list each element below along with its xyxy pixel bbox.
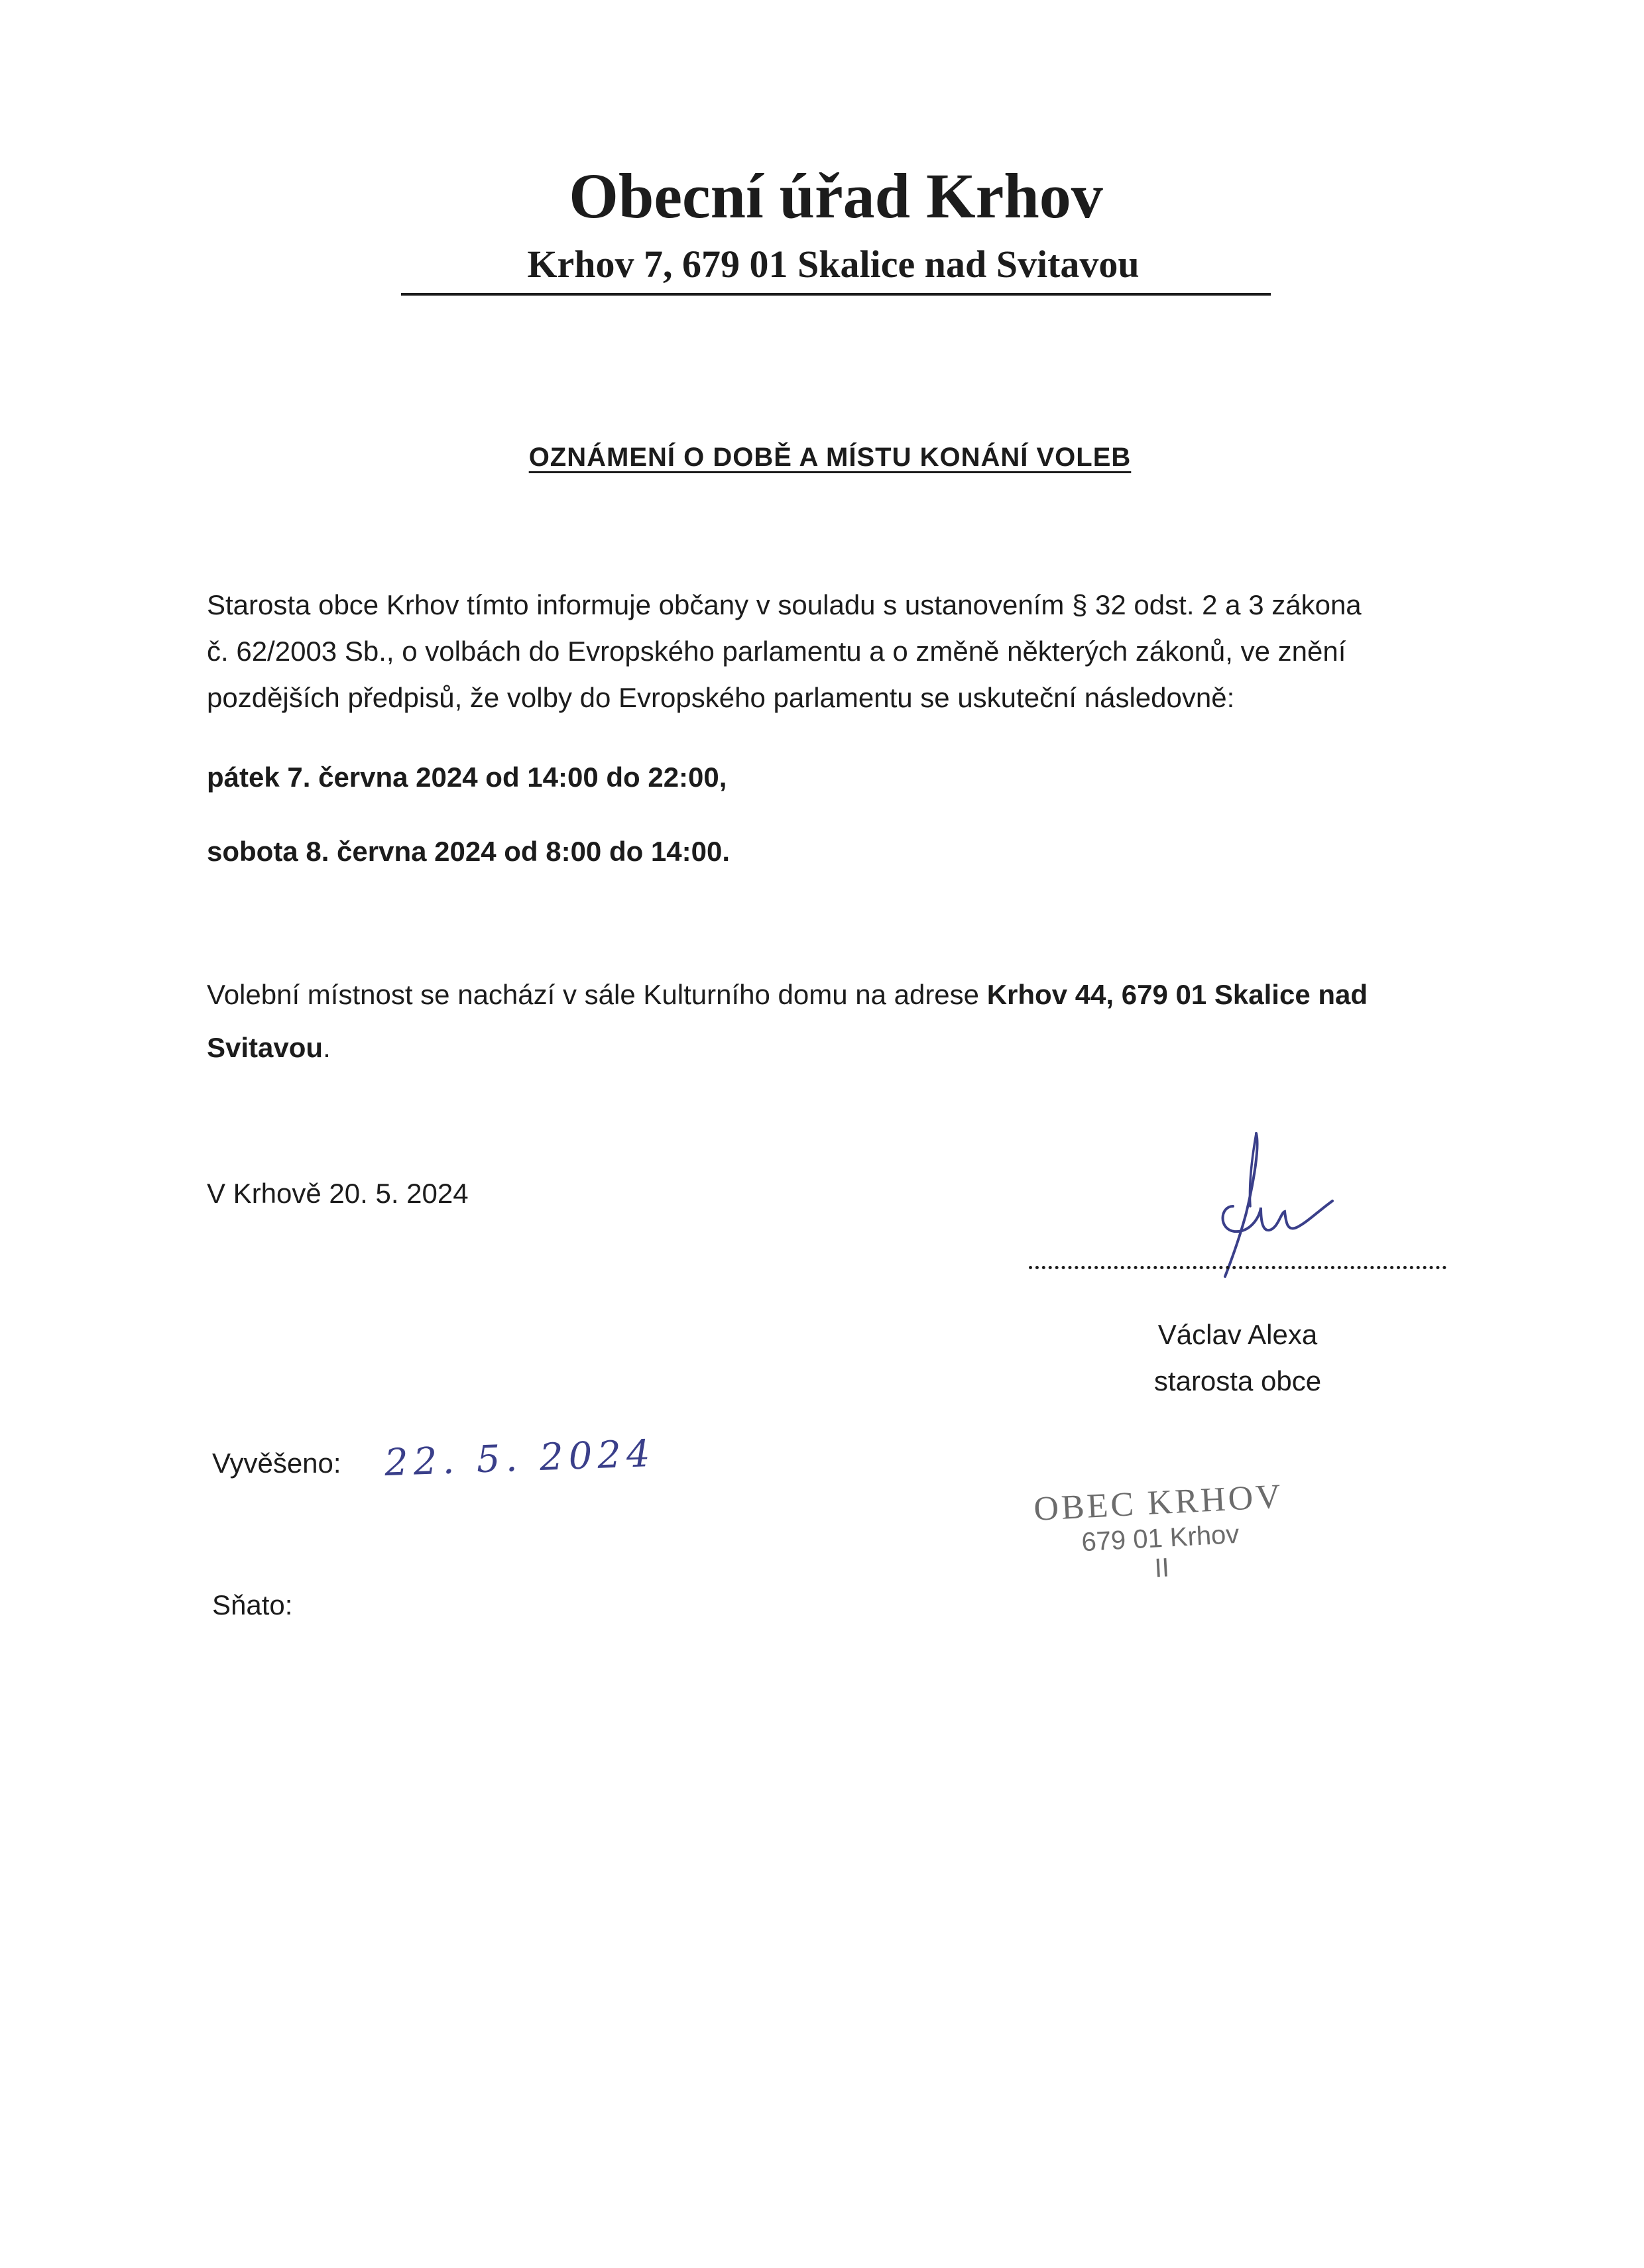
posted-label: Vyvěšeno: <box>212 1447 341 1479</box>
signature-line <box>1029 1266 1446 1269</box>
removed-label: Sňato: <box>212 1589 293 1620</box>
intro-line-3: pozdějších předpisů, že volby do Evropského parlamentu se uskuteční následovně: <box>207 682 1235 713</box>
intro-line-1: Starosta obce Krhov tímto informuje občany v souladu s ustanovením § 32 odst. 2 a 3 zákona <box>207 589 1362 620</box>
stamp-line-3: II <box>1153 1553 1170 1583</box>
schedule-friday: pátek 7. června 2024 od 14:00 do 22:00, <box>207 762 727 793</box>
location-line-2 <box>207 1034 331 1062</box>
location-prefix: Volební místnost se nachází v sále Kulturního domu na adrese <box>207 979 987 1010</box>
location-suffix: . <box>323 1032 331 1063</box>
stamp-line-2: 679 01 Krhov <box>1081 1519 1240 1558</box>
location-address-part1: Krhov 44, 679 01 Skalice nad <box>986 979 1368 1010</box>
office-address: Krhov 7, 679 01 Skalice nad Svitavou <box>527 243 1140 286</box>
intro-line-2: č. 62/2003 Sb., o volbách do Evropského parlamentu a o změně některých zákonů, ve znění <box>207 636 1346 667</box>
place-date: V Krhově 20. 5. 2024 <box>207 1178 469 1209</box>
location-line-1 <box>207 981 1368 1009</box>
signer-name: Václav Alexa <box>1157 1319 1318 1350</box>
schedule-saturday: sobota 8. června 2024 od 8:00 do 14:00. <box>207 836 731 867</box>
stamp-line-1: OBEC KRHOV <box>1033 1477 1285 1528</box>
signer-role: starosta obce <box>1153 1365 1322 1396</box>
notice-heading: OZNÁMENÍ O DOBĚ A MÍSTU KONÁNÍ VOLEB <box>528 443 1132 472</box>
header-divider <box>401 293 1271 296</box>
office-title: Obecní úřad Krhov <box>569 160 1103 231</box>
posted-date-handwritten: 22. 5. 2024 <box>383 1432 656 1485</box>
location-address-part2: Svitavou <box>207 1032 323 1063</box>
official-stamp <box>1018 1476 1301 1591</box>
